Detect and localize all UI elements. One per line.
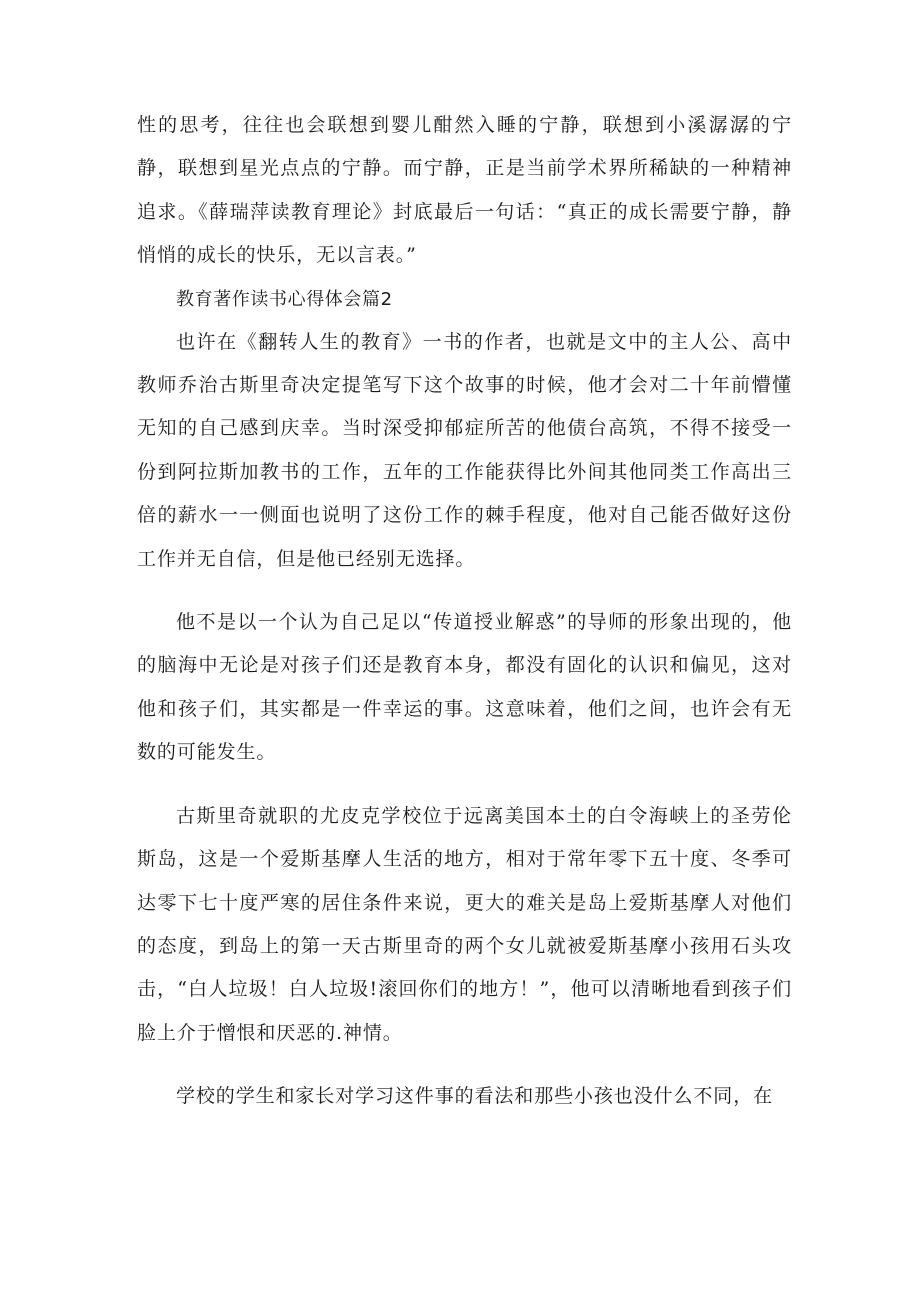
intro-paragraph: 性的思考，往往也会联想到婴儿酣然入睡的宁静，联想到小溪潺潺的宁静，联想到星光点点的宁静。而宁静，正是当前学术界所稀缺的一种精神追求。《薛瑞萍读教育理论》封底最后一句话：“真正的成长需要宁静，静悄悄的成长的快乐，无以言表。”: [137, 114, 792, 267]
body-paragraph: 古斯里奇就职的尤皮克学校位于远离美国本土的白令海峡上的圣劳伦斯岛，这是一个爱斯基摩人生活的地方，相对于常年零下五十度、冬季可达零下七十度严寒的居住条件来说，更大的难关是岛上爱斯基摩人对他们的态度，到岛上的第一天古斯里奇的两个女儿就被爱斯基摩小孩用石头攻击，“白人垃圾！白人垃圾!滚回你们的地方！”，他可以清晰地看到孩子们脸上介于憎恨和厌恶的.神情。: [137, 804, 792, 1044]
paragraph-gap: [137, 581, 792, 601]
section-heading: 教育著作读书心得体会篇2: [176, 288, 393, 310]
paragraph-gap: [137, 1055, 792, 1075]
document-body: [137, 104, 792, 1119]
paragraph-gap: [137, 775, 792, 795]
body-paragraph: 他不是以一个认为自己足以“传道授业解惑”的导师的形象出现的，他的脑海中无论是对孩子们还是教育本身，都没有固化的认识和偏见，这对他和孩子们，其实都是一件幸运的事。这意味着，他们之间，也许会有无数的可能发生。: [137, 611, 792, 764]
body-paragraph: 也许在《翻转人生的教育》一书的作者，也就是文中的主人公、高中教师乔治古斯里奇决定提笔写下这个故事的时候，他才会对二十年前懵懂无知的自己感到庆幸。当时深受抑郁症所苦的他债台高筑，不得不接受一份到阿拉斯加教书的工作，五年的工作能获得比外间其他同类工作高出三倍的薪水一一侧面也说明了这份工作的棘手程度，他对自己能否做好这份工作并无自信，但是他已经别无选择。: [137, 330, 792, 570]
body-paragraph: 学校的学生和家长对学习这件事的看法和那些小孩也没什么不同，在: [176, 1085, 774, 1108]
